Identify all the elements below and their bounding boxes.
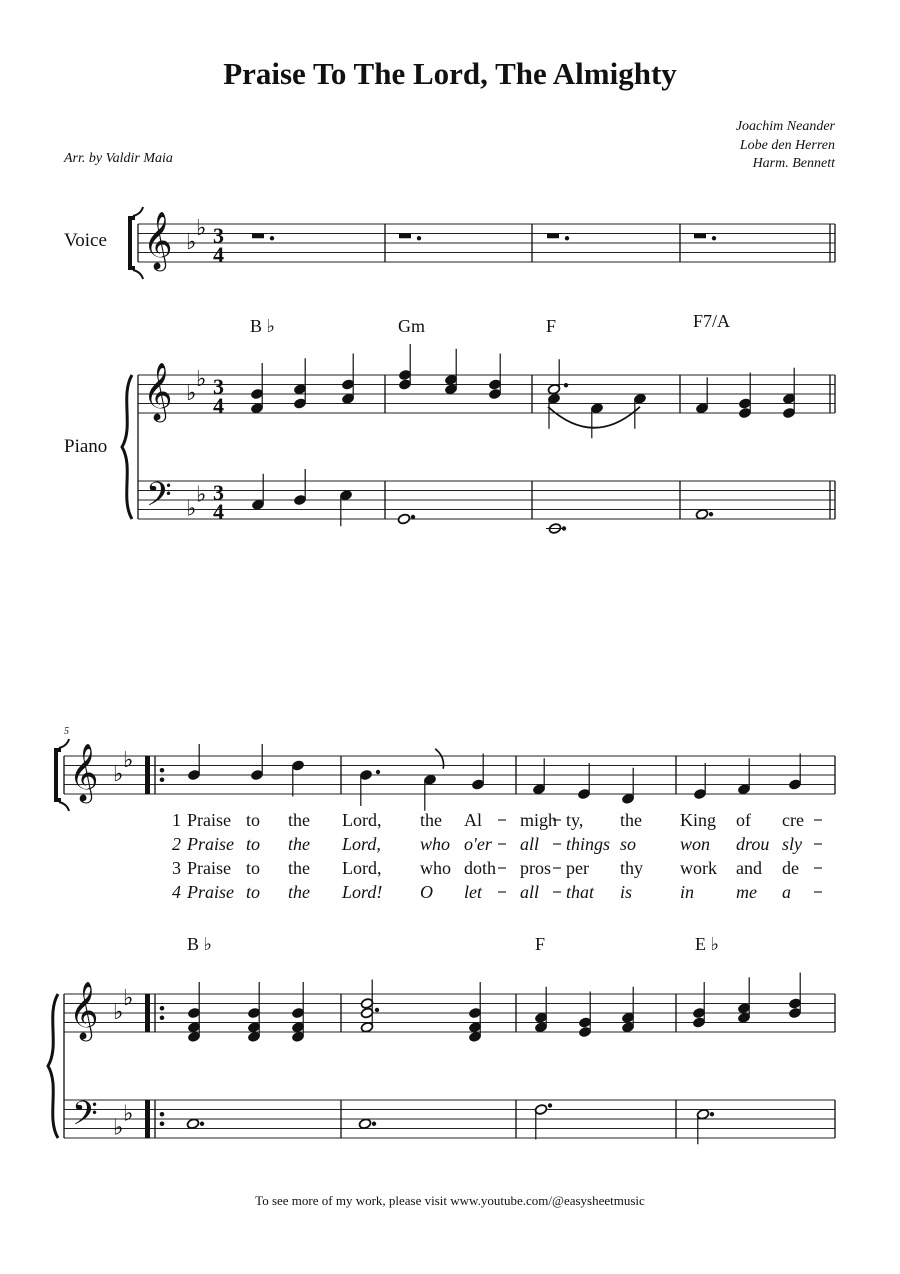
repeat-thick-bar — [145, 1100, 150, 1138]
flat-key-signature-icon: ♭ — [123, 1100, 134, 1126]
half-rest-icon — [694, 234, 706, 239]
repeat-dot — [160, 768, 165, 773]
augmentation-dot — [710, 1112, 714, 1116]
voice-label: Voice — [64, 230, 107, 251]
repeat-dot — [160, 1006, 165, 1011]
flat-key-signature-icon: ♭ — [113, 1114, 124, 1140]
lyric-syllable: thy — [620, 858, 644, 878]
time-signature-numerator: 3 — [213, 374, 224, 399]
half-rest-icon — [399, 234, 411, 239]
flat-key-signature-icon: ♭ — [196, 214, 207, 240]
augmentation-dot — [417, 236, 421, 240]
chord-symbol: Gm — [398, 316, 425, 336]
lyric-syllable: the — [288, 834, 310, 854]
repeat-thick-bar — [145, 756, 150, 794]
staff-bracket — [130, 218, 135, 268]
measure-number: 5 — [64, 726, 69, 737]
piano-brace — [122, 375, 132, 519]
arranger-credit: Arr. by Valdir Maia — [64, 151, 173, 166]
notehead — [397, 513, 410, 525]
augmentation-dot — [270, 236, 274, 240]
lyric-syllable: to — [246, 834, 261, 854]
lyric-syllable: doth — [464, 858, 497, 878]
time-signature-denominator: 4 — [213, 242, 224, 267]
augmentation-dot — [548, 1103, 552, 1107]
lyric-syllable: 2 — [172, 834, 181, 854]
time-signature-denominator: 4 — [213, 393, 224, 418]
augmentation-dot — [372, 1122, 376, 1126]
tune-credit: Lobe den Herren — [739, 138, 835, 153]
lyric-syllable: Praise — [187, 810, 231, 830]
lyric-syllable: 4 — [172, 882, 181, 902]
staff-bracket — [56, 750, 61, 800]
half-rest-icon — [547, 234, 559, 239]
lyric-syllable: 1 — [172, 810, 181, 830]
lyric-syllable: to — [246, 858, 261, 878]
piano-bass-clef-icon: 𝄢 — [146, 476, 172, 521]
repeat-thick-bar — [145, 994, 150, 1032]
lyric-syllable: is — [620, 882, 633, 902]
flat-key-signature-icon: ♭ — [186, 495, 197, 521]
lyric-syllable: all — [520, 882, 540, 902]
lyric-syllable: drou — [736, 834, 770, 854]
repeat-dot — [160, 1121, 165, 1126]
lyric-syllable: who — [420, 834, 451, 854]
lyric-syllable: Lord, — [342, 858, 382, 878]
chord-symbol: F7/A — [693, 311, 731, 331]
lyric-syllable: cre — [782, 810, 804, 830]
lyric-syllable: of — [736, 810, 751, 830]
lyric-syllable: de — [782, 858, 799, 878]
lyric-syllable: Praise — [187, 834, 234, 854]
piano-brace — [48, 994, 58, 1138]
piano-bass-clef-icon: 𝄢 — [72, 1095, 98, 1140]
lyric-syllable: the — [288, 882, 310, 902]
flat-key-signature-icon: ♭ — [113, 999, 124, 1024]
augmentation-dot — [709, 512, 713, 516]
lyric-syllable: that — [566, 882, 595, 902]
augmentation-dot — [564, 383, 568, 387]
lyric-syllable: 3 — [172, 858, 181, 878]
augmentation-dot — [411, 515, 415, 519]
voice-treble-clef-icon: 𝄞 — [69, 744, 99, 800]
lyric-syllable: O — [420, 882, 433, 902]
lyric-syllable: pros — [520, 858, 551, 878]
bracket-hook — [59, 802, 69, 811]
lyric-syllable: ty, — [566, 810, 584, 830]
harmonization-credit: Harm. Bennett — [752, 156, 835, 171]
chord-symbol: F — [535, 934, 546, 954]
notehead — [695, 508, 708, 520]
bracket-hook — [59, 739, 69, 748]
lyric-syllable: King — [680, 810, 716, 830]
chord-symbol: E ♭ — [695, 934, 719, 954]
notehead — [358, 1118, 371, 1130]
lyric-syllable: me — [736, 882, 757, 902]
lyric-syllable: a — [782, 882, 791, 902]
flat-key-signature-icon: ♭ — [196, 481, 207, 507]
chord-symbol: B ♭ — [187, 934, 212, 954]
augmentation-dot — [376, 770, 380, 774]
piano-treble-clef-icon: 𝄞 — [143, 363, 173, 419]
flat-key-signature-icon: ♭ — [123, 746, 134, 772]
flat-key-signature-icon: ♭ — [113, 761, 124, 786]
lyric-syllable: the — [620, 810, 642, 830]
lyric-syllable: so — [620, 834, 637, 854]
repeat-dot — [160, 1112, 165, 1117]
lyric-syllable: to — [246, 882, 261, 902]
lyric-syllable: the — [420, 810, 442, 830]
lyric-syllable: let — [464, 882, 482, 902]
time-signature-denominator: 4 — [213, 499, 224, 524]
lyric-syllable: all — [520, 834, 540, 854]
piano-label: Piano — [64, 436, 108, 457]
lyric-syllable: per — [566, 858, 589, 878]
time-signature-numerator: 3 — [213, 223, 224, 248]
lyric-syllable: Lord, — [342, 834, 381, 854]
augmentation-dot — [712, 236, 716, 240]
flat-key-signature-icon: ♭ — [186, 229, 197, 254]
repeat-dot — [160, 777, 165, 782]
lyric-syllable: who — [420, 858, 451, 878]
lyric-syllable: and — [736, 858, 762, 878]
chord-symbol: B ♭ — [250, 316, 275, 336]
augmentation-dot — [200, 1122, 204, 1126]
bracket-hook — [133, 270, 143, 279]
lyric-syllable: won — [680, 834, 711, 854]
page-title: Praise To The Lord, The Almighty — [223, 56, 677, 91]
notehead — [186, 1118, 199, 1130]
lyric-syllable: o'er — [464, 834, 492, 854]
lyric-syllable: Al — [464, 810, 482, 830]
half-rest-icon — [252, 234, 264, 239]
bracket-hook — [133, 207, 143, 216]
lyric-syllable: the — [288, 810, 310, 830]
augmentation-dot — [375, 1008, 379, 1012]
chord-symbol: F — [546, 316, 557, 336]
voice-treble-clef-icon: 𝄞 — [143, 212, 173, 268]
augmentation-dot — [562, 526, 566, 530]
lyric-syllable: the — [288, 858, 310, 878]
lyric-syllable: Praise — [187, 882, 234, 902]
lyric-syllable: in — [680, 882, 695, 902]
augmentation-dot — [565, 236, 569, 240]
flat-key-signature-icon: ♭ — [123, 984, 134, 1010]
lyricist-credit: Joachim Neander — [735, 119, 835, 134]
lyric-syllable: Praise — [187, 858, 231, 878]
lyric-syllable: things — [566, 834, 611, 854]
time-signature-numerator: 3 — [213, 480, 224, 505]
flat-key-signature-icon: ♭ — [196, 365, 207, 391]
repeat-dot — [160, 1015, 165, 1020]
lyric-syllable: sly — [782, 834, 802, 854]
lyric-syllable: Lord! — [342, 882, 383, 902]
lyric-syllable: to — [246, 810, 261, 830]
lyric-syllable: Lord, — [342, 810, 382, 830]
lyric-syllable: migh — [520, 810, 558, 830]
piano-treble-clef-icon: 𝄞 — [69, 982, 99, 1038]
footer-note: To see more of my work, please visit www.youtube.com/@easysheetmusic — [255, 1193, 645, 1208]
lyric-syllable: work — [680, 858, 717, 878]
flat-key-signature-icon: ♭ — [186, 380, 197, 405]
